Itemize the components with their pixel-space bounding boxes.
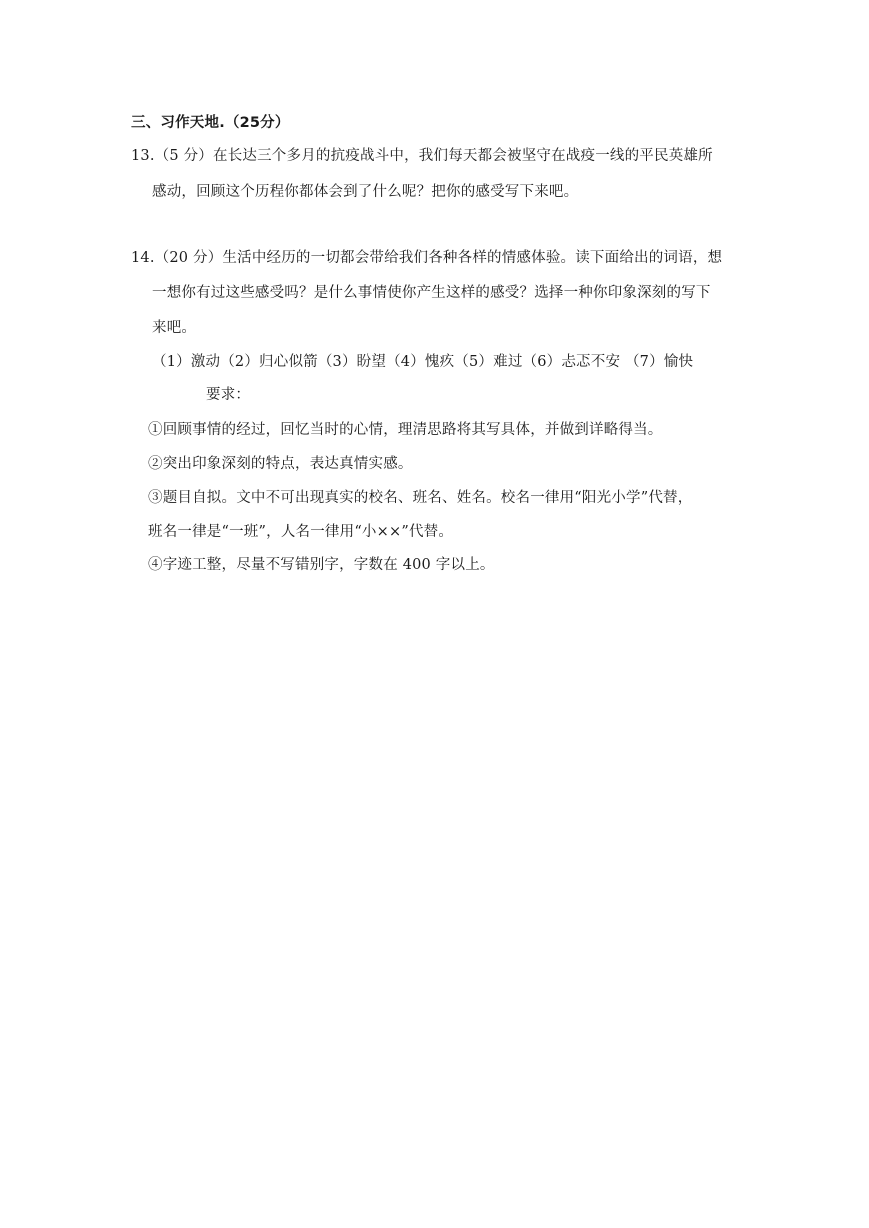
question-14-line-3: 来吧。 [152,320,197,336]
requirements-label: 要求： [206,387,251,403]
section-heading: 三、习作天地.（25分） [131,115,290,131]
requirement-3-line-1: ③题目自拟。文中不可出现真实的校名、班名、姓名。校名一律用“阳光小学”代替， [148,490,693,506]
question-13-line-1: 13.（5 分）在长达三个多月的抗疫战斗中，我们每天都会被坚守在战疫一线的平民英雄所 [131,148,713,164]
requirement-2: ②突出印象深刻的特点，表达真情实感。 [148,456,413,472]
question-14-line-2: 一想你有过这些感受吗？是什么事情使你产生这样的感受？选择一种你印象深刻的写下 [152,285,711,301]
word-list: （1）激动（2）归心似箭（3）盼望（4）愧疚（5）难过（6）忐忑不安 （7）愉快 [152,354,694,370]
requirement-1: ①回顾事情的经过，回忆当时的心情，理清思路将其写具体，并做到详略得当。 [148,422,663,438]
requirement-4: ④字迹工整，尽量不写错别字，字数在 400 字以上。 [148,557,495,573]
question-14-line-1: 14.（20 分）生活中经历的一切都会带给我们各种各样的情感体验。读下面给出的词语，想 [131,250,723,266]
requirement-3-line-2: 班名一律是“一班”，人名一律用“小××”代替。 [148,524,454,540]
question-13-line-2: 感动，回顾这个历程你都体会到了什么呢？把你的感受写下来吧。 [152,184,579,200]
